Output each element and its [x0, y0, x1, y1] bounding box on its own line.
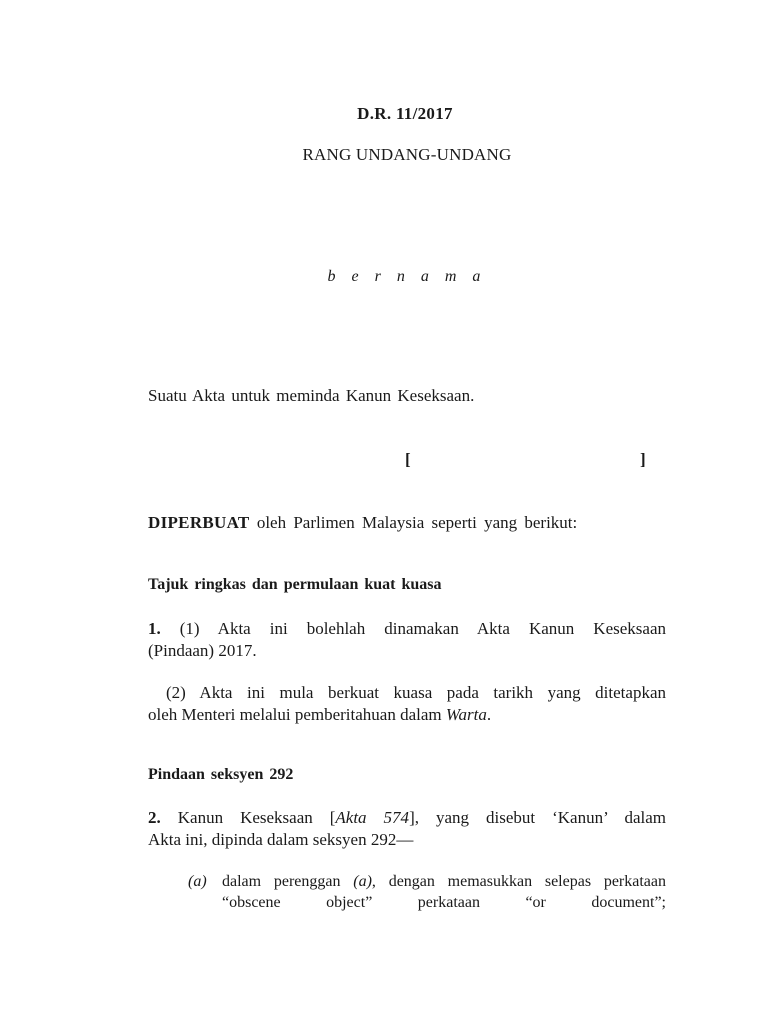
item-line: dalam perenggan (a), dengan memasukkan selepas perkataan: [222, 873, 666, 890]
section-number: 2.: [148, 808, 161, 827]
subsection-line: Akta ini, dipinda dalam seksyen 292—: [148, 830, 414, 849]
enacting-clause: [148, 513, 632, 533]
subsection-line: oleh Menteri melalui pemberitahuan dalam Warta.: [148, 705, 492, 724]
date-bracket-close: ]: [640, 450, 646, 469]
subsection-line: (2) Akta ini mula berkuat kuasa pada tarikh yang ditetapkan: [166, 683, 666, 702]
item-label: (a): [188, 873, 207, 890]
section-heading-short-title: Tajuk ringkas dan permulaan kuat kuasa: [148, 576, 442, 593]
subsection-line: (Pindaan) 2017.: [148, 641, 257, 660]
enacting-text: oleh Parlimen Malaysia seperti yang berikut:: [256, 513, 578, 532]
section-heading-amendment: Pindaan seksyen 292: [148, 766, 294, 783]
subsection-line: 2. Kanun Keseksaan [Akta 574], yang disebut ‘Kanun’ dalam: [148, 808, 667, 827]
subsection-1-1: [148, 618, 666, 662]
item-line: “obscene object” perkataan “or document”;: [222, 894, 666, 911]
gazette-term: Warta: [445, 705, 487, 724]
act-reference: Akta 574: [335, 808, 410, 827]
date-bracket-open: [: [405, 450, 411, 469]
subsection-1-2: [148, 682, 666, 726]
named-label: b e r n a m a: [327, 268, 487, 285]
document-type: RANG UNDANG-UNDANG: [302, 145, 512, 164]
section-2-text: [148, 807, 666, 851]
enacting-keyword: DIPERBUAT: [148, 513, 250, 532]
section-number: 1.: [148, 619, 161, 638]
item-text: [222, 871, 666, 913]
subsection-line: 1. (1) Akta ini bolehlah dinamakan Akta Kanun Keseksaan: [148, 619, 666, 638]
bill-number: D.R. 11/2017: [357, 104, 453, 123]
long-title: Suatu Akta untuk meminda Kanun Keseksaan.: [148, 386, 475, 405]
